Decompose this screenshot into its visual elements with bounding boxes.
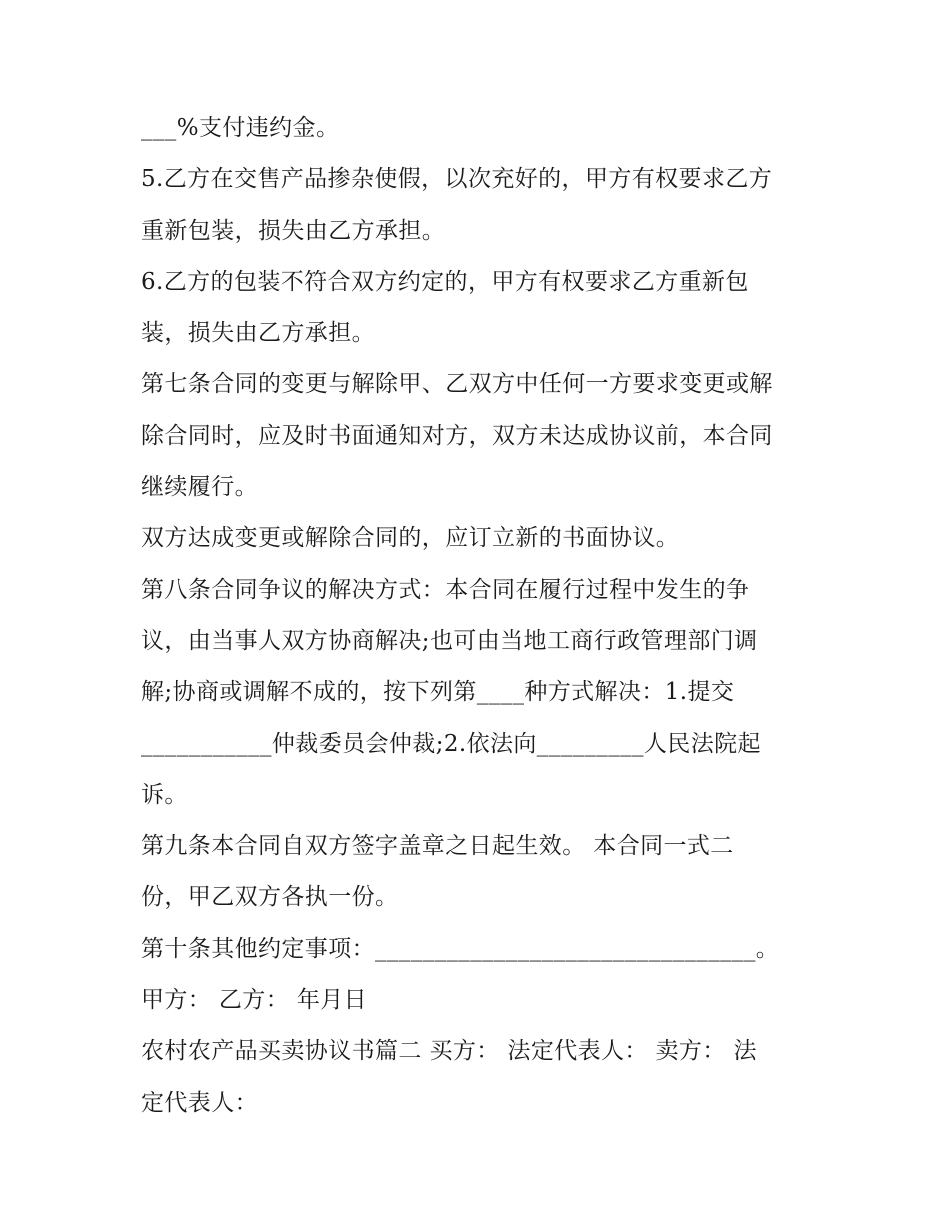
text-line: 装，损失由乙方承担。 — [141, 320, 375, 347]
text-line: 6.乙方的包装不符合双方约定的，甲方有权要求乙方重新包 — [141, 268, 749, 295]
text-line: 诉。 — [141, 781, 188, 808]
text-line: ___________仲裁委员会仲裁;2.依法向_________人民法院起 — [141, 730, 761, 757]
text-line: 双方达成变更或解除合同的，应订立新的书面协议。 — [141, 525, 680, 552]
text-line: 重新包装，损失由乙方承担。 — [141, 217, 446, 244]
text-line: 第七条合同的变更与解除甲、乙双方中任何一方要求变更或解 — [141, 371, 773, 398]
text-line: 5.乙方在交售产品掺杂使假，以次充好的，甲方有权要求乙方 — [141, 166, 773, 193]
text-line: 继续履行。 — [141, 474, 258, 501]
document-body — [141, 103, 821, 1129]
text-line: 解;协商或调解不成的，按下列第____种方式解决：1.提交 — [141, 679, 735, 706]
text-line: ___%支付违约金。 — [141, 115, 340, 141]
signature-line: 甲方： 乙方： 年月日 — [141, 987, 368, 1014]
text-line: 农村农产品买卖协议书篇二 买方： 法定代表人： 卖方： 法 — [141, 1038, 757, 1065]
text-line: 定代表人： — [141, 1089, 258, 1116]
text-line: 议，由当事人双方协商解决;也可由当地工商行政管理部门调 — [141, 627, 758, 654]
text-line: 除合同时，应及时书面通知对方，双方未达成协议前，本合同 — [141, 422, 773, 449]
text-line: 第九条本合同自双方签字盖章之日起生效。 本合同一式二 — [141, 833, 734, 860]
text-line: 份，甲乙双方各执一份。 — [141, 884, 399, 911]
text-line: 第八条合同争议的解决方式：本合同在履行过程中发生的争 — [141, 576, 750, 603]
text-line: 第十条其他约定事项：________________________________。 — [141, 935, 780, 962]
